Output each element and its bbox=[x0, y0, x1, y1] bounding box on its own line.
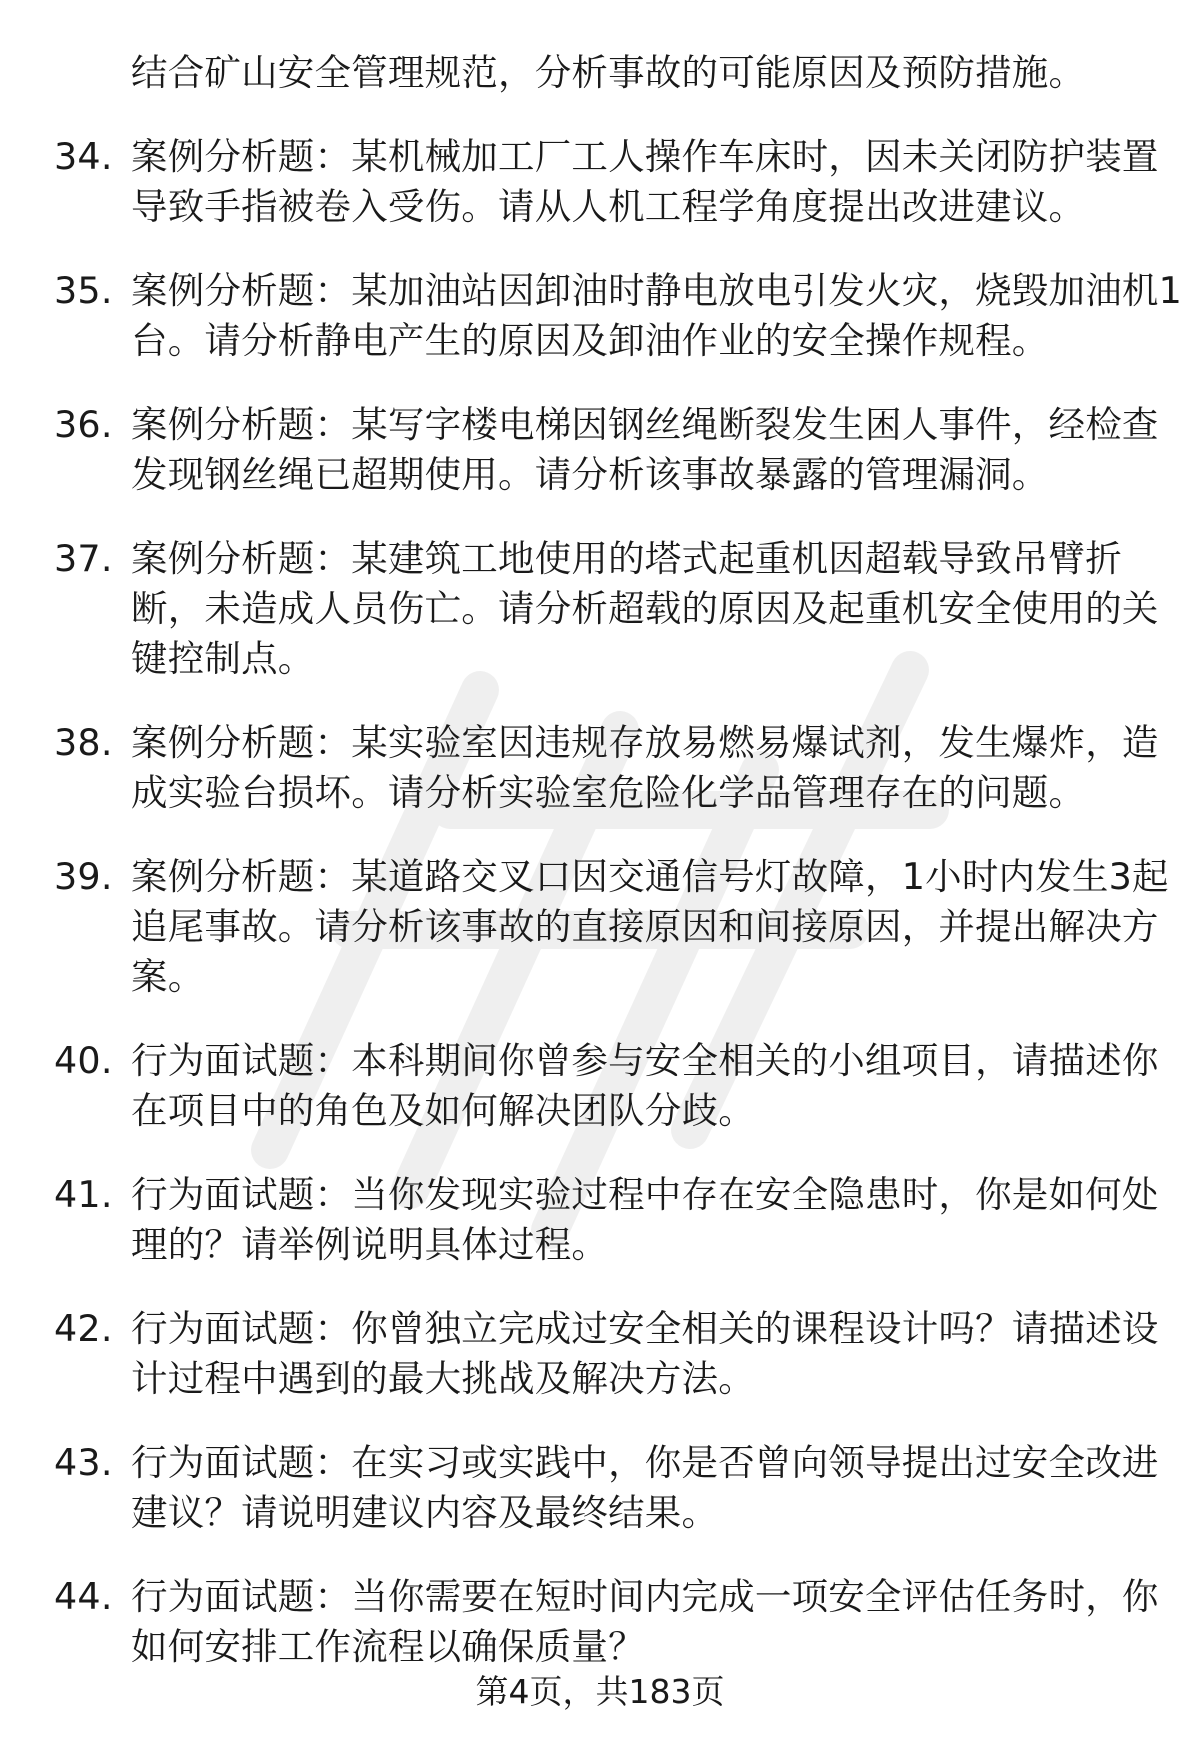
item-number: 41. bbox=[54, 1173, 113, 1216]
item-text: 计过程中遇到的最大挑战及解决方法。 bbox=[131, 1357, 755, 1400]
item-text: 行为面试题：当你发现实验过程中存在安全隐患时，你是如何处 bbox=[131, 1173, 1159, 1216]
item-text: 如何安排工作流程以确保质量？ bbox=[131, 1625, 645, 1668]
item-text: 建议？请说明建议内容及最终结果。 bbox=[131, 1491, 719, 1534]
item-number: 34. bbox=[54, 135, 113, 178]
list-item-39 bbox=[0, 852, 1200, 1002]
list-item-34 bbox=[0, 132, 1200, 232]
item-number: 36. bbox=[54, 403, 113, 446]
item-text: 行为面试题：你曾独立完成过安全相关的课程设计吗？请描述设 bbox=[131, 1307, 1159, 1350]
item-text: 案例分析题：某加油站因卸油时静电放电引发火灾，烧毁加油机1 bbox=[131, 269, 1183, 312]
list-item-44 bbox=[0, 1572, 1200, 1672]
item-text: 键控制点。 bbox=[131, 637, 315, 680]
item-text: 导致手指被卷入受伤。请从人机工程学角度提出改进建议。 bbox=[131, 185, 1086, 228]
item-text: 行为面试题：本科期间你曾参与安全相关的小组项目，请描述你 bbox=[131, 1039, 1159, 1082]
continuation-line: 结合矿山安全管理规范，分析事故的可能原因及预防措施。 bbox=[131, 51, 1086, 94]
item-text: 理的？请举例说明具体过程。 bbox=[131, 1223, 609, 1266]
item-number: 38. bbox=[54, 721, 113, 764]
item-number: 37. bbox=[54, 537, 113, 580]
item-text: 行为面试题：在实习或实践中，你是否曾向领导提出过安全改进 bbox=[131, 1441, 1159, 1484]
item-number: 43. bbox=[54, 1441, 113, 1484]
item-number: 44. bbox=[54, 1575, 113, 1618]
item-number: 39. bbox=[54, 855, 113, 898]
item-text: 案例分析题：某写字楼电梯因钢丝绳断裂发生困人事件，经检查 bbox=[131, 403, 1159, 446]
item-text: 追尾事故。请分析该事故的直接原因和间接原因，并提出解决方 bbox=[131, 905, 1159, 948]
item-text: 台。请分析静电产生的原因及卸油作业的安全操作规程。 bbox=[131, 319, 1049, 362]
list-item-38 bbox=[0, 718, 1200, 818]
item-number: 35. bbox=[54, 269, 113, 312]
list-item-42 bbox=[0, 1304, 1200, 1404]
list-item-35 bbox=[0, 266, 1200, 366]
list-item-43 bbox=[0, 1438, 1200, 1538]
list-item-37 bbox=[0, 534, 1200, 684]
item-text: 案。 bbox=[131, 955, 205, 998]
item-text: 在项目中的角色及如何解决团队分歧。 bbox=[131, 1089, 755, 1132]
item-text: 案例分析题：某道路交叉口因交通信号灯故障，1小时内发生3起 bbox=[131, 855, 1169, 898]
page-footer: 第4页，共183页 bbox=[475, 1672, 725, 1711]
item-text: 行为面试题：当你需要在短时间内完成一项安全评估任务时，你 bbox=[131, 1575, 1159, 1618]
list-item-41 bbox=[0, 1170, 1200, 1270]
list-item-40 bbox=[0, 1036, 1200, 1136]
item-text: 案例分析题：某机械加工厂工人操作车床时，因未关闭防护装置 bbox=[131, 135, 1159, 178]
item-text: 案例分析题：某建筑工地使用的塔式起重机因超载导致吊臂折 bbox=[131, 537, 1122, 580]
item-text: 案例分析题：某实验室因违规存放易燃易爆试剂，发生爆炸，造 bbox=[131, 721, 1159, 764]
item-text: 发现钢丝绳已超期使用。请分析该事故暴露的管理漏洞。 bbox=[131, 453, 1049, 496]
list-item-36 bbox=[0, 400, 1200, 500]
question-list bbox=[0, 48, 1200, 1672]
item-text: 成实验台损坏。请分析实验室危险化学品管理存在的问题。 bbox=[131, 771, 1086, 814]
item-text: 断，未造成人员伤亡。请分析超载的原因及起重机安全使用的关 bbox=[131, 587, 1159, 630]
item-number: 42. bbox=[54, 1307, 113, 1350]
item-number: 40. bbox=[54, 1039, 113, 1082]
